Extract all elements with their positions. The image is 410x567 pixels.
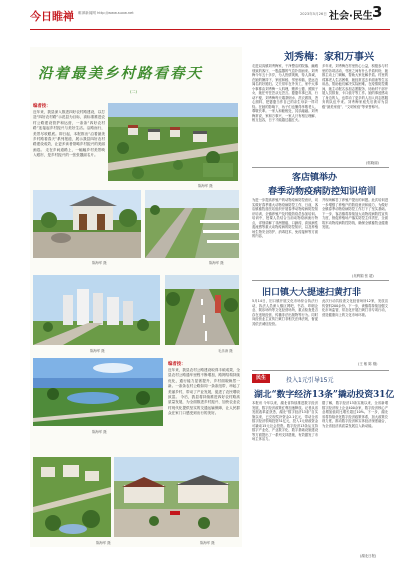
rural-road-photo	[145, 190, 239, 258]
story3-col1: 5月14日，旧口镇开展文化市场综合执法行动，执法人员深入镇区网吧、书店、印刷企业、娱乐场所等文化经营场所，重点检查是否存在违规经营、传播非法出版物等行为。同时向经营业主宣传扫黄打非相关法律法规，督促其依法诚信经营。	[252, 299, 318, 326]
story3-byline: (王 敏 陈 刚)	[358, 362, 378, 366]
village-square-photo	[114, 457, 239, 537]
story2-col2: 并现场解答了养殖户提出的问题。此次培训进一步增强了养殖户的防疫意识和能力，为做好全镇春季动物疫病防控工作打下了坚实基础。下一步，客店镇将持续加大动物疫病防控宣传力度，督促养殖场户落实防控主体责任，全面筑牢动物疫病防控防线，确保全镇畜牧业健康发展。	[322, 198, 388, 229]
story4-col1: 本报讯 今年以来，湖北省持续推进数字经济发展，数字经济政策红利加速释放。记者从省发展改革委获悉，湖北“数字经济13条”自实施以来，已兑现奖补资金2.1亿元，带动全省数字经济领域投资31亿元，投入1元财政资金可撬动15元社会投资。数字经济13条从支持数字产业化、产业数字化、数字基础设施建设等方面提出了一系列支持措施，有效激发了市场主体活力。	[252, 401, 318, 441]
residential-buildings-photo	[33, 275, 160, 345]
outro-stamp: 编者按：	[168, 362, 186, 367]
intro-paragraph: 近年来，我县深入推进四好农村路建设，以打造“四好农村路”示范县为目标，高标准推进农村公路建设管护和运营，一条条“四好农村路”连接起乡村振兴与美好生活。沿路而行，美景尽收眼底。即日起，本报推出“沿着最美乡村路看春天”系列报道，展示我县四好农村路建设成效，让更多读者领略乡村振兴的美丽画卷。	[33, 110, 105, 152]
story3-col2: 此次行动共检查文化经营场所12家，发放宣传资料200余份。下一步，该镇将持续加强文化市场监管，常态化开展扫黄打非专项行动，营造健康向上的文化市场环境。	[322, 299, 388, 317]
story1-col2: 多年来，刘秀梅在村里热心公益，积极参与村里的各项活动，邻里之间有什么矛盾纠纷，她都主动上门调解，帮助大家化解矛盾。村里的孤寡老人生活困难，她经常送去米面油等生活用品，帮助他们解决实际困难。在疫情防控期间，她主动报名参加志愿服务，协助村干部开展人员排查、卡口值守等工作。她的事迹感动了身边的人，也带动了更多的人加入到志愿服务的队伍中来。刘秀梅家庭先后被评为县级“最美家庭”、“文明家庭”等荣誉称号。	[322, 64, 388, 109]
issue-date: 2023年5月26日	[300, 12, 327, 16]
story1-byline: (郭晓丽)	[366, 161, 379, 165]
park-gate-image	[33, 190, 141, 258]
masthead	[0, 0, 410, 30]
story1-title: 刘秀梅：家和万事兴	[284, 52, 374, 63]
intro-stamp: 编者按：	[33, 104, 51, 109]
photo-credit-1: 陈海军 摄	[198, 184, 213, 188]
lake-landscape-image	[33, 358, 163, 426]
photo-credit-7: 陈海军 摄	[96, 541, 111, 545]
section-name: 社会·民生	[329, 11, 373, 22]
rural-road-image	[145, 190, 239, 258]
village-overview-image	[33, 457, 111, 537]
photo-credit-6: 陈海军 摄	[92, 430, 107, 434]
village-aerial-image	[108, 103, 238, 181]
website-line: 睢禅新闻网 http://www.suxw.net	[78, 11, 134, 15]
story1-col1: 走进双沟镇刘秀梅家，干净整洁的院落、幽雅别致的客厅，一股温馨的气息扑面而来。刘秀梅今年五十多岁，为人热情爽朗，待人真诚，在她的操持下，家庭和睦、邻里和谐，是远近闻名的好媳妇。丈夫常年在外务工，家中大事小事都由刘秀梅一人料理，赡养公婆、照顾子女，她任劳任怨从无怨言。婆婆年事已高，行动不便，刘秀梅每天端茶倒水、洗衣做饭，悉心照料，把婆婆当作自己的亲生母亲一样对待。在她的影响下，孩子们也懂得孝敬老人、尊敬长辈。一家人和睦相处，其乐融融。刘秀梅常说，家和万事兴，一家人只有相互理解、相互包容，日子才能越过越红火。	[252, 64, 318, 122]
page-number: 3	[372, 3, 383, 21]
village-square-image	[114, 457, 239, 537]
story3-rule	[252, 370, 389, 371]
village-aerial-photo	[108, 103, 238, 181]
story4-byline: (湖北日报)	[360, 554, 377, 558]
intro-text	[33, 110, 105, 180]
story3-title: 旧口镇大大提速扫黄打非	[262, 288, 362, 298]
story4-col2: 据了解，数字经济13条实施以来，全省新增数字经济规上企业400余家，数字经济核心产业增加值同比增长超过10%。下一步，湖北省将持续优化数字经济政策体系，加大政策兑现力度，推动数字经济和实体经济深度融合，为全省经济高质量发展注入新动能。	[322, 401, 388, 428]
story2-title-line2: 春季动物疫病防控知识培训	[268, 187, 377, 197]
village-overview-photo	[33, 457, 111, 537]
story2-rule	[252, 280, 389, 281]
photo-credit-8: 陈海军 摄	[200, 541, 215, 545]
residential-buildings-image	[33, 275, 160, 345]
masthead-rule	[30, 29, 390, 30]
outro-paragraph: 近年来，我县农村公路建设取得丰硕成果，全县农村公路通车里程不断增加，路网结构持续优化，通行能力显著提升，乡村面貌焕然一新。一条条农村公路如同一条条纽带，串起了美丽乡村，带动了产业发展，促进了农民增收致富。	[168, 368, 240, 400]
livelihood-badge: 民生	[252, 374, 270, 383]
photo-credit-2: 陈海军 摄	[92, 261, 107, 265]
story4-title: 湖北“数字经济13条”撬动投资31亿	[254, 390, 395, 400]
photo-credit-5: 毛乐涛 摄	[218, 349, 233, 353]
story1-rule	[252, 167, 389, 168]
photo-credit-3: 陈海军 摄	[209, 261, 224, 265]
intro-paragraph-2: 走在乡间道路上，一幅幅乡村美景映入眼帘，是乡村振兴的一张张靓丽名片。	[33, 147, 105, 158]
story2-byline: (吴利娟 张 超)	[352, 274, 374, 278]
outro-text	[168, 368, 240, 454]
feature-title: 沿着最美乡村路看春天	[38, 65, 203, 82]
outro-paragraph-2: 今后，我县将持续推进四好农村路高质量发展，为全面推进乡村振兴、加快农业农村现代化提供坚实的交通运输保障，让人民群众在家门口感受到出行的美好。	[168, 395, 240, 416]
lake-landscape-photo	[33, 358, 163, 426]
story2-title-line1: 客店镇举办	[292, 173, 338, 183]
photo-credit-4: 陈海军 摄	[90, 349, 105, 353]
tree-lined-road-photo	[165, 275, 239, 345]
newspaper-logo: 今日睢禅	[30, 10, 74, 23]
tree-lined-road-image	[165, 275, 239, 345]
story2-col1: 为进一步提高养殖户的动物疫病防控意识，切实做好春季重大动物疫病防控工作，日前，客店镇畜牧兽医站组织开展春季动物疫病防控知识培训，全镇养殖户及村级防疫员参加培训。培训中，授课人员结合当前动物疫病流行特点，详细讲解了非洲猪瘟、口蹄疫、高致病性禽流感等重大动物疫病的防控知识，以及养殖场生物安全防护、消毒技术、免疫接种等方面的内容，	[252, 198, 318, 238]
story4-kicker: 投入1元引导15元	[286, 377, 334, 384]
park-gate-photo	[33, 190, 141, 258]
feature-subtitle: (二)	[130, 89, 138, 94]
